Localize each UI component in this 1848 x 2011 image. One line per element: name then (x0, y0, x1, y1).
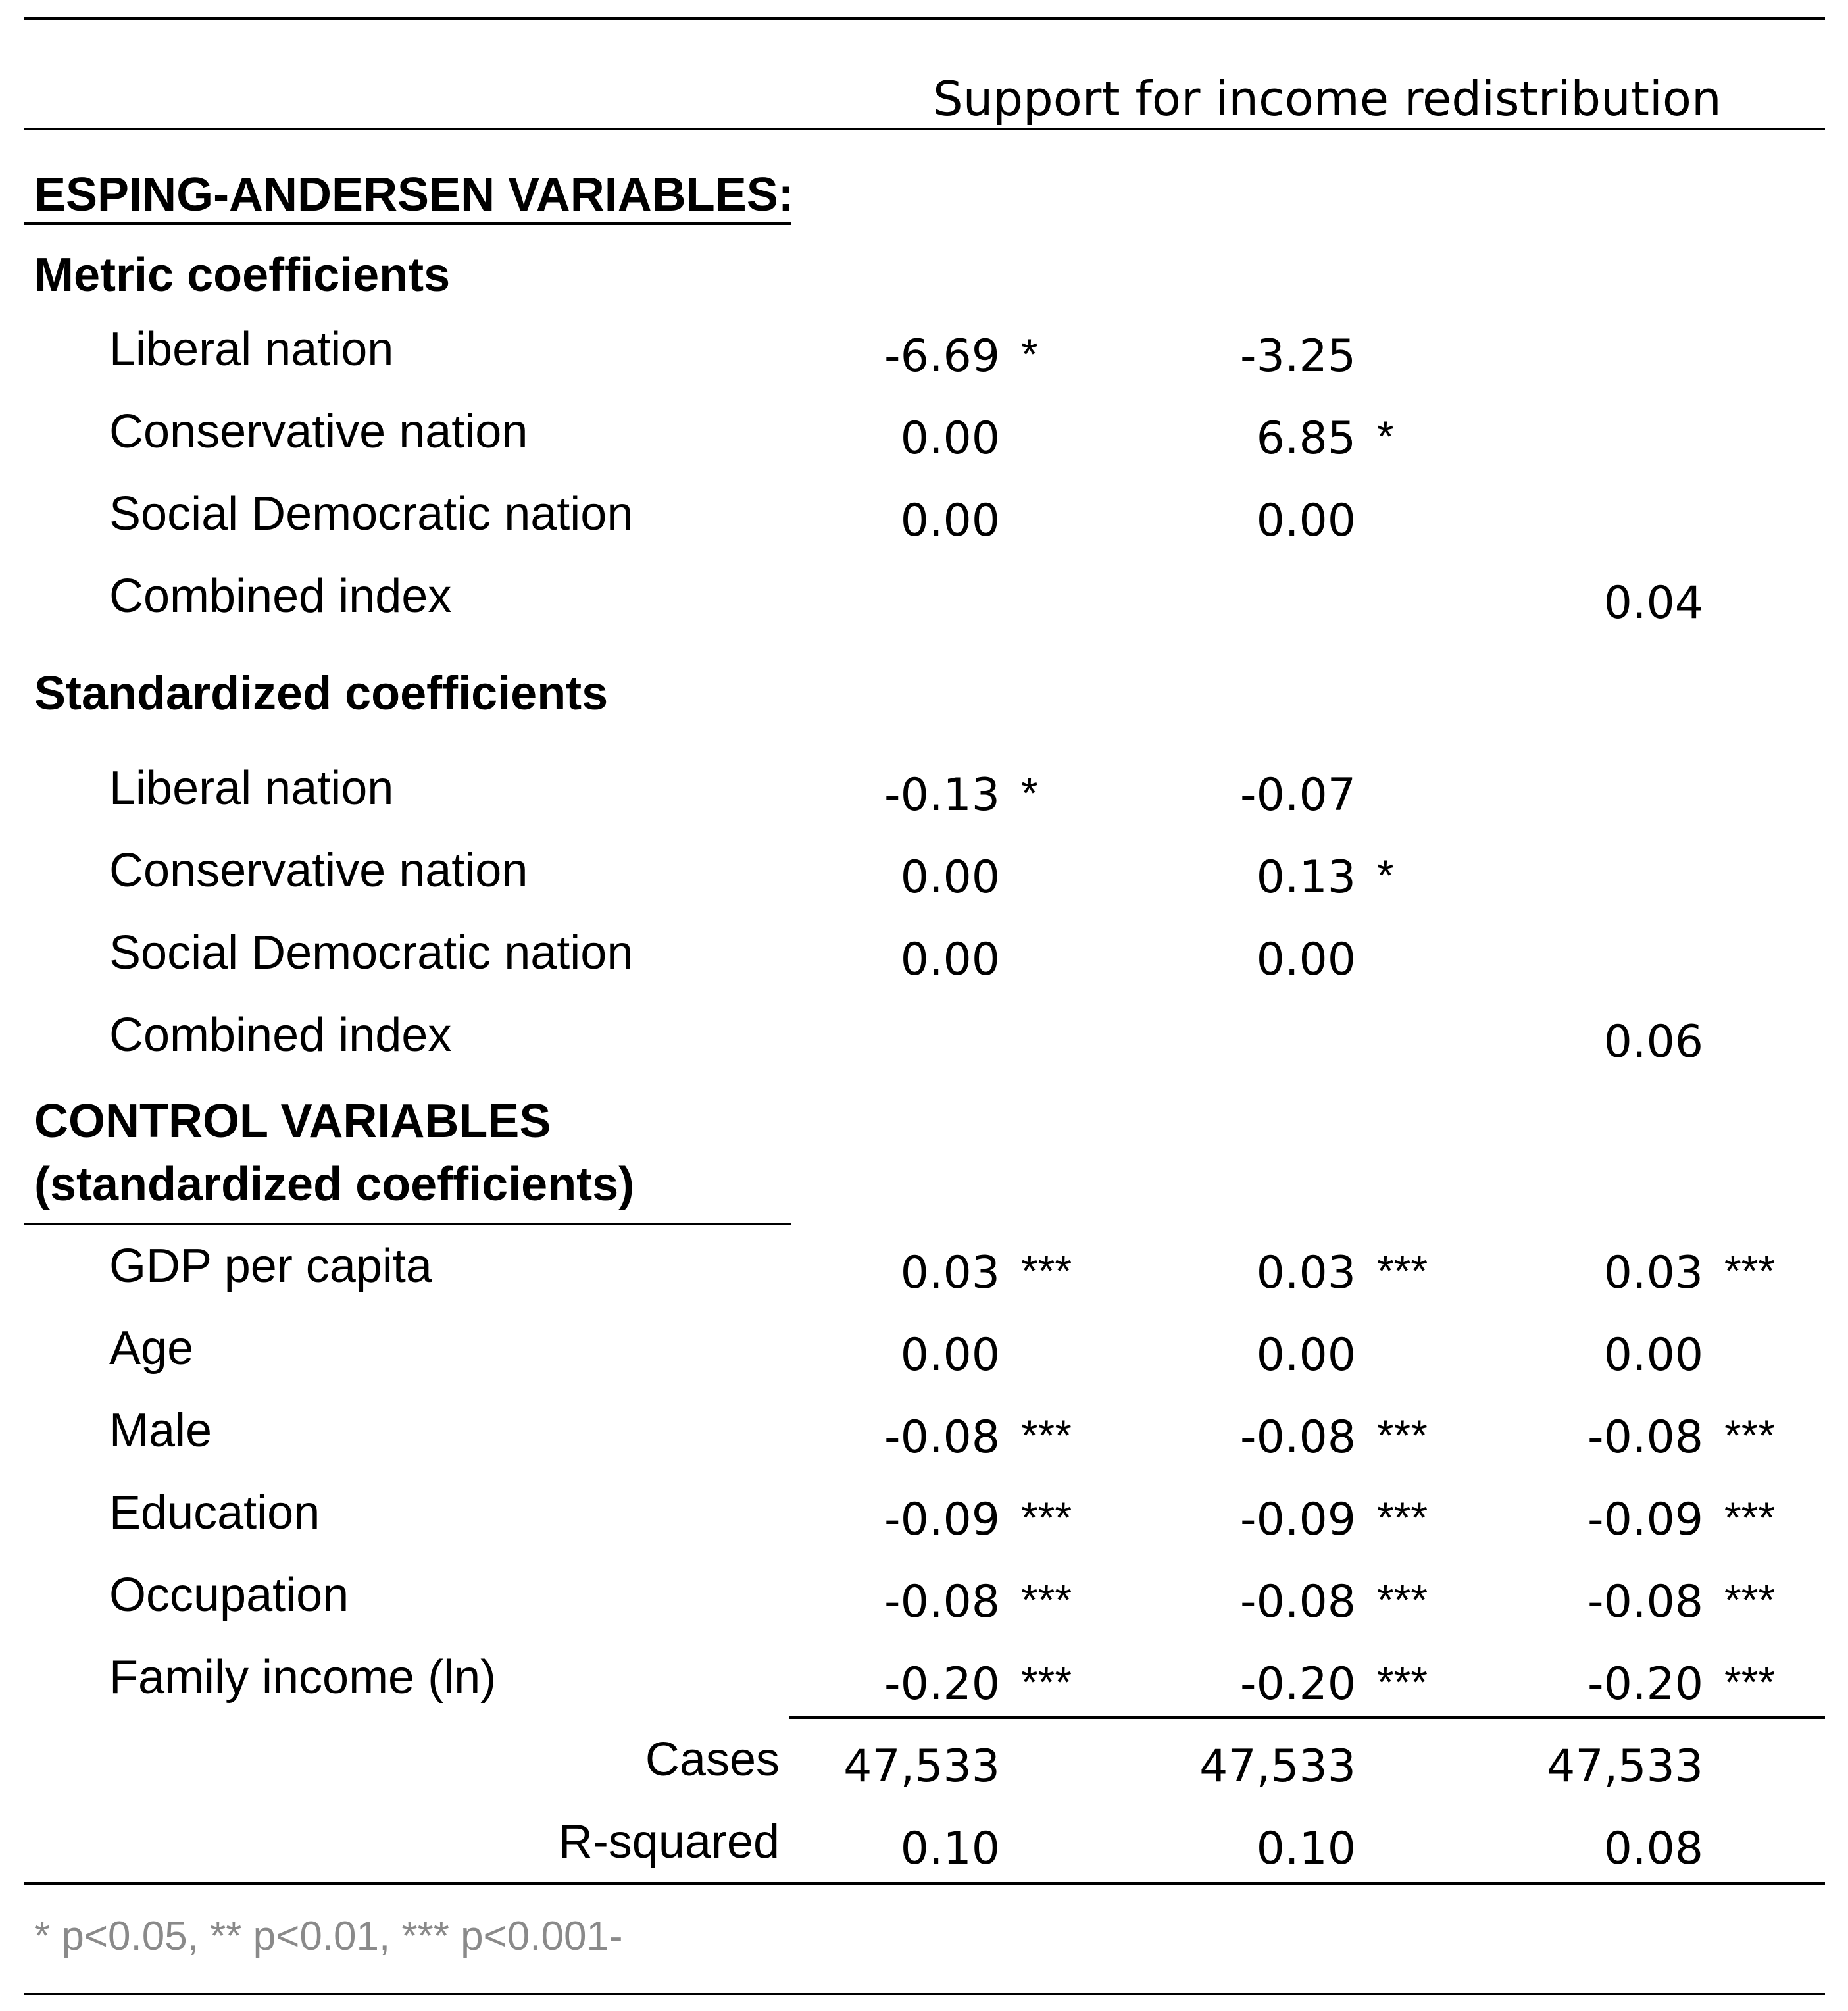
row-label: Social Democratic nation (109, 927, 634, 979)
model3-value: -0.08 (1587, 1412, 1703, 1464)
footnote-rule (24, 1993, 1825, 1995)
model3-value: 47,533 (1547, 1741, 1703, 1793)
model2-significance: *** (1377, 1658, 1428, 1706)
model1-significance: * (1021, 769, 1038, 817)
row-label: Combined index (109, 1009, 452, 1061)
model1-significance: *** (1021, 1246, 1072, 1295)
model1-value: -0.13 (884, 769, 1000, 821)
row-label: Liberal nation (109, 762, 394, 815)
row-label: Education (109, 1487, 320, 1539)
model2-value: 0.00 (1256, 1329, 1356, 1381)
model1-value: -6.69 (884, 330, 1000, 382)
top-rule (24, 17, 1825, 20)
model3-value: -0.08 (1587, 1576, 1703, 1628)
section-esping-andersen: ESPING-ANDERSEN VARIABLES: (34, 168, 794, 221)
model1-value: -0.20 (884, 1658, 1000, 1710)
model2-value: -0.08 (1240, 1412, 1356, 1464)
model1-value: 0.00 (900, 934, 1000, 986)
model3-value: -0.20 (1587, 1658, 1703, 1710)
row-label: Conservative nation (109, 844, 528, 897)
model1-value: -0.09 (884, 1494, 1000, 1546)
model2-significance: * (1377, 851, 1394, 900)
model2-significance: *** (1377, 1493, 1428, 1542)
model2-value: 0.00 (1256, 495, 1356, 547)
row-label: Combined index (109, 570, 452, 623)
model2-significance: *** (1377, 1411, 1428, 1460)
model2-value: -0.07 (1240, 769, 1356, 821)
model2-value: 0.10 (1256, 1823, 1356, 1875)
model1-significance: *** (1021, 1493, 1072, 1542)
model1-significance: *** (1021, 1575, 1072, 1624)
section-standardized-coefficients: Standardized coefficients (34, 667, 609, 720)
model1-significance: *** (1021, 1658, 1072, 1706)
model2-value: 0.03 (1256, 1247, 1356, 1299)
model1-value: 0.00 (900, 852, 1000, 904)
model2-value: 0.13 (1256, 852, 1356, 904)
model1-significance: * (1021, 330, 1038, 378)
section-control-variables: CONTROL VARIABLES (34, 1095, 551, 1148)
model3-value: 0.06 (1603, 1016, 1703, 1068)
model3-significance: *** (1724, 1411, 1776, 1460)
row-label: Conservative nation (109, 405, 528, 458)
row-label: Occupation (109, 1569, 349, 1621)
model3-significance: *** (1724, 1658, 1776, 1706)
row-label: Cases (645, 1733, 780, 1786)
model2-significance: *** (1377, 1575, 1428, 1624)
model1-value: -0.08 (884, 1412, 1000, 1464)
row-label: GDP per capita (109, 1240, 432, 1292)
row-label: Social Democratic nation (109, 488, 634, 540)
row-label: Age (109, 1322, 194, 1375)
model3-value: 0.03 (1603, 1247, 1703, 1299)
model3-value: 0.00 (1603, 1329, 1703, 1381)
model1-significance: *** (1021, 1411, 1072, 1460)
row-label: Liberal nation (109, 323, 394, 376)
model2-value: -0.09 (1240, 1494, 1356, 1546)
model2-value: -0.08 (1240, 1576, 1356, 1628)
model1-value: 0.10 (900, 1823, 1000, 1875)
section-metric-coefficients: Metric coefficients (34, 249, 451, 301)
bottom-rule (24, 1882, 1825, 1885)
model1-value: -0.08 (884, 1576, 1000, 1628)
model2-value: -3.25 (1240, 330, 1356, 382)
section-control-variables-subtitle: (standardized coefficients) (34, 1158, 635, 1211)
model1-value: 47,533 (843, 1741, 1000, 1793)
model2-significance: * (1377, 412, 1394, 461)
model2-value: 6.85 (1256, 413, 1356, 465)
summary-rule (789, 1716, 1825, 1719)
model3-value: -0.09 (1587, 1494, 1703, 1546)
model2-significance: *** (1377, 1246, 1428, 1295)
model2-value: -0.20 (1240, 1658, 1356, 1710)
model3-value: 0.08 (1603, 1823, 1703, 1875)
model1-value: 0.03 (900, 1247, 1000, 1299)
model3-significance: *** (1724, 1246, 1776, 1295)
row-label: R-squared (558, 1816, 780, 1868)
model1-value: 0.00 (900, 1329, 1000, 1381)
significance-footnote: * p<0.05, ** p<0.01, *** p<0.001- (34, 1914, 623, 1959)
row-label: Family income (ln) (109, 1651, 497, 1704)
model3-value: 0.04 (1603, 577, 1703, 629)
model1-value: 0.00 (900, 413, 1000, 465)
model2-value: 47,533 (1199, 1741, 1356, 1793)
model1-value: 0.00 (900, 495, 1000, 547)
model2-value: 0.00 (1256, 934, 1356, 986)
model3-significance: *** (1724, 1575, 1776, 1624)
column-header: Support for income redistribution (933, 71, 1722, 126)
control-underline (24, 1223, 791, 1225)
row-label: Male (109, 1404, 212, 1457)
model3-significance: *** (1724, 1493, 1776, 1542)
